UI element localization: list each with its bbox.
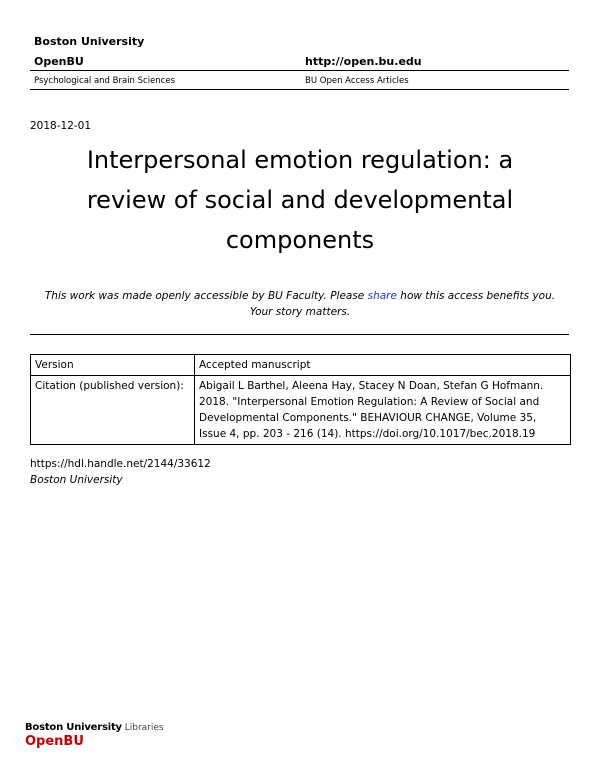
footer-logo-line1 bbox=[25, 722, 164, 733]
publication-date: 2018-12-01 bbox=[30, 120, 92, 132]
logo-institution: Boston University bbox=[25, 722, 122, 733]
header-department: Psychological and Brain Sciences bbox=[34, 76, 176, 86]
footer-logo-openbu: OpenBU bbox=[25, 734, 84, 749]
notice-text: This work was made openly accessible by BU Faculty. Please bbox=[44, 290, 368, 302]
title-line: review of social and developmental bbox=[86, 186, 514, 214]
notice-text: how this access benefits you. bbox=[396, 290, 556, 302]
logo-libraries: Libraries bbox=[121, 723, 164, 733]
page-title bbox=[30, 140, 570, 260]
title-line: Interpersonal emotion regulation: a bbox=[86, 146, 514, 174]
citation-line: 2018. "Interpersonal Emotion Regulation: A Review of Social and bbox=[199, 396, 540, 408]
header-collection: BU Open Access Articles bbox=[305, 76, 409, 86]
header-url[interactable]: http://open.bu.edu bbox=[305, 55, 422, 68]
table-row bbox=[31, 376, 571, 445]
header-repository: OpenBU bbox=[34, 55, 84, 68]
table-row bbox=[31, 355, 571, 376]
header-institution: Boston University bbox=[34, 35, 145, 48]
citation-line: Developmental Components." BEHAVIOUR CHANGE, Volume 35, bbox=[199, 412, 537, 424]
header-divider-bottom bbox=[30, 89, 569, 90]
share-link[interactable]: share bbox=[367, 290, 397, 302]
citation-value bbox=[195, 376, 571, 445]
citation-label: Citation (published version): bbox=[31, 376, 195, 445]
citation-line: Issue 4, pp. 203 - 216 (14). https://doi.org/10.1017/bec.2018.19 bbox=[199, 428, 536, 440]
publisher: Boston University bbox=[30, 474, 123, 486]
header-divider-top bbox=[30, 70, 569, 71]
metadata-table bbox=[30, 354, 571, 445]
citation-line: Abigail L Barthel, Aleena Hay, Stacey N Doan, Stefan G Hofmann. bbox=[199, 380, 544, 392]
version-label: Version bbox=[31, 355, 195, 376]
version-value: Accepted manuscript bbox=[195, 355, 571, 376]
title-line: components bbox=[225, 226, 375, 254]
notice-line2: Your story matters. bbox=[249, 305, 351, 318]
notice-divider bbox=[30, 334, 569, 335]
access-notice bbox=[30, 289, 570, 320]
handle-link[interactable]: https://hdl.handle.net/2144/33612 bbox=[30, 458, 211, 470]
